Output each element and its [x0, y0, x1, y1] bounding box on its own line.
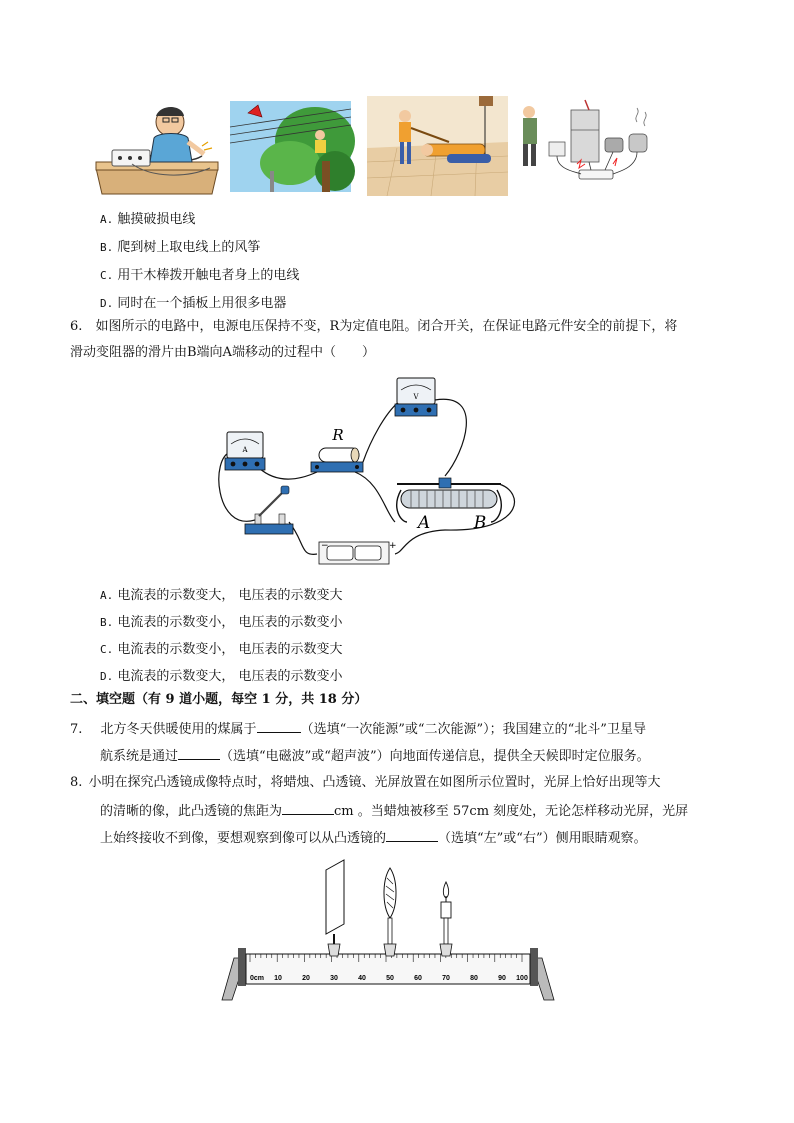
q6-stem-line2 — [70, 343, 375, 363]
option-text: 用干木棒拨开触电者身上的电线 — [117, 268, 300, 283]
rheostat-end-b: B — [473, 513, 487, 533]
question-text: （选填“电磁波”或“超声波”）向地面传递信息，提供全天候即时定位服务。 — [220, 749, 650, 764]
resistor-r — [311, 426, 363, 472]
ruler-label: 90 — [498, 975, 506, 982]
ruler-label: 0cm — [250, 975, 265, 982]
option-letter: B. — [100, 241, 114, 254]
question-text: （选填“一次能源”或“二次能源”）；我国建立的“北斗”卫星导 — [300, 722, 646, 737]
pic-overloaded-socket — [517, 98, 655, 193]
q5-option-a — [100, 208, 195, 227]
question-text: 上始终接收不到像，要想观察到像可以从凸透镜的 — [100, 831, 387, 846]
ruler-label: 80 — [470, 975, 478, 982]
resistor-label: R — [332, 426, 344, 444]
ruler-label: 40 — [358, 975, 366, 982]
battery — [319, 541, 397, 564]
option-text: 爬到树上取电线上的风筝 — [117, 240, 261, 255]
section-heading: 二、填空题（有 9 道小题，每空 1 分，共 18 分） — [70, 692, 368, 707]
ruler-label: 10 — [274, 975, 282, 982]
ruler-label: 30 — [330, 975, 338, 982]
convex-lens — [384, 868, 396, 956]
question-number: 6. — [70, 319, 83, 334]
option-text: 触摸破损电线 — [117, 212, 196, 227]
q8-line1 — [70, 773, 661, 793]
option-letter: D. — [100, 297, 114, 310]
answer-blank[interactable] — [178, 745, 220, 760]
ruler-label: 50 — [386, 975, 394, 982]
q5-option-b — [100, 236, 260, 255]
q6-option-d — [100, 665, 343, 684]
pic-touch-broken-wire — [92, 98, 222, 194]
candle — [440, 882, 452, 956]
bench-left-end — [238, 948, 246, 986]
q5-option-d — [100, 292, 286, 311]
ruler-label: 100 — [516, 975, 528, 982]
optical-bench-diagram — [222, 858, 554, 1004]
question-text: 滑动变阻器的滑片由B端向A端移动的过程中（ ） — [70, 345, 375, 360]
q6-option-b — [100, 611, 343, 630]
pic-stick-rescue — [367, 96, 508, 196]
question-text: 小明在探究凸透镜成像特点时，将蜡烛、凸透镜、光屏放置在如图所示位置时，光屏上恰好出现等大 — [88, 775, 661, 790]
voltmeter-label: V — [413, 393, 419, 401]
q7-line2 — [100, 745, 650, 767]
q8-line3 — [100, 827, 647, 849]
option-letter: A. — [100, 213, 114, 226]
battery-minus: − — [321, 541, 329, 551]
pic-climb-tree-kite — [230, 101, 351, 192]
option-letter: A. — [100, 589, 114, 602]
question-text: cm 。当蜡烛被移至 57cm 刻度处，无论怎样移动光屏，光屏 — [334, 804, 689, 819]
q6-stem-line1 — [70, 317, 677, 337]
ruler-label: 20 — [302, 975, 310, 982]
ammeter — [225, 432, 265, 470]
option-letter: C. — [100, 643, 114, 656]
option-letter: D. — [100, 670, 114, 683]
ammeter-label: A — [242, 446, 248, 454]
question-text: 如图所示的电路中，电源电压保持不变，R为定值电阻。闭合开关，在保证电路元件安全的前提下，将 — [95, 319, 678, 334]
option-letter: C. — [100, 269, 114, 282]
q8-line2 — [100, 800, 688, 822]
ruler-label: 60 — [414, 975, 422, 982]
question-text: 北方冬天供暖使用的煤属于 — [100, 722, 257, 737]
q6-option-c — [100, 638, 343, 657]
light-screen — [326, 860, 344, 956]
question-text: 的清晰的像，此凸透镜的焦距为 — [100, 804, 283, 819]
rheostat-end-a: A — [417, 513, 431, 533]
option-text: 电流表的示数变小， 电压表的示数变小 — [117, 615, 343, 630]
option-letter: B. — [100, 616, 114, 629]
question-text: 航系统是通过 — [100, 749, 179, 764]
option-text: 电流表的示数变大， 电压表的示数变大 — [117, 588, 343, 603]
option-text: 电流表的示数变小， 电压表的示数变大 — [117, 642, 343, 657]
circuit-diagram — [205, 372, 525, 572]
question-text: （选填“左”或“右”）侧用眼睛观察。 — [438, 831, 647, 846]
option-text: 电流表的示数变大， 电压表的示数变小 — [117, 669, 343, 684]
battery-plus: + — [389, 541, 397, 551]
question-number: 7. — [70, 722, 83, 737]
bench-right-end — [530, 948, 538, 986]
q7-line1 — [70, 718, 646, 740]
switch — [245, 486, 293, 534]
question-number: 8. — [70, 775, 83, 790]
answer-blank[interactable] — [386, 827, 438, 842]
option-text: 同时在一个插板上用很多电器 — [117, 296, 287, 311]
rheostat — [397, 478, 501, 533]
voltmeter — [395, 378, 437, 416]
q6-option-a — [100, 584, 343, 603]
q5-option-c — [100, 264, 299, 283]
ruler-label: 70 — [442, 975, 450, 982]
answer-blank[interactable] — [282, 800, 334, 815]
answer-blank[interactable] — [257, 718, 301, 733]
